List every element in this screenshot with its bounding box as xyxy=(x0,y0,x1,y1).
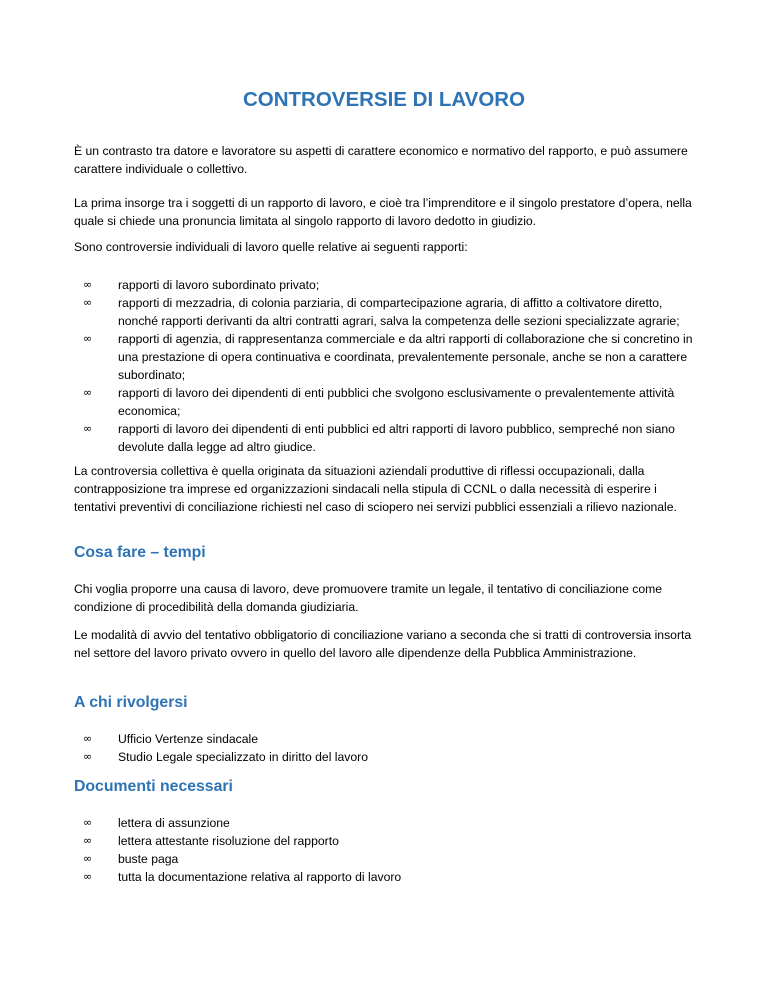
list-item xyxy=(74,330,698,384)
page-title: CONTROVERSIE DI LAVORO xyxy=(242,88,526,111)
list-item xyxy=(74,832,698,850)
infinity-bullet-icon: ∞ xyxy=(83,386,93,399)
infinity-bullet-icon: ∞ xyxy=(83,750,93,763)
list-item-text: tutta la documentazione relativa al rapporto di lavoro xyxy=(118,870,402,884)
list-item-text: rapporti di lavoro subordinato privato; xyxy=(118,278,320,292)
infinity-bullet-icon: ∞ xyxy=(83,422,93,435)
infinity-bullet-icon: ∞ xyxy=(83,816,93,829)
intro-paragraph-2: La prima insorge tra i soggetti di un rapporto di lavoro, e cioè tra l’imprenditore e il singolo prestatore d’opera, nella quale si chiede una pronuncia limitata al singolo rapporto di lavoro dedotto in giudizio. xyxy=(74,196,692,228)
list-item-text: rapporti di agenzia, di rappresentanza commerciale e da altri rapporti di collaborazione che si concretino in una prestazione di opera continuativa e coordinata, prevalentemente personale, anche se non a carattere subordinato; xyxy=(118,332,693,382)
individual-relations-list xyxy=(74,276,698,456)
list-item-text: rapporti di mezzadria, di colonia parziaria, di compartecipazione agraria, di affitto a coltivatore diretto, nonché rapporti derivanti da altri contratti agrari, salva la competenza delle sezioni specializzate agrarie; xyxy=(118,296,680,328)
list-item xyxy=(74,868,698,886)
who-to-contact-list xyxy=(74,730,698,766)
list-item xyxy=(74,420,698,456)
infinity-bullet-icon: ∞ xyxy=(83,296,93,309)
infinity-bullet-icon: ∞ xyxy=(83,834,93,847)
infinity-bullet-icon: ∞ xyxy=(83,852,93,865)
infinity-bullet-icon: ∞ xyxy=(83,278,93,291)
list-item-text: Ufficio Vertenze sindacale xyxy=(118,732,259,746)
list-item xyxy=(74,294,698,330)
list-item-text: lettera attestante risoluzione del rapporto xyxy=(118,834,339,848)
list-item-text: rapporti di lavoro dei dipendenti di enti pubblici che svolgono esclusivamente o prevalentemente attività economica; xyxy=(118,386,675,418)
list-item xyxy=(74,276,698,294)
list-item-text: Studio Legale specializzato in diritto del lavoro xyxy=(118,750,368,764)
section-heading-documents: Documenti necessari xyxy=(74,778,233,795)
infinity-bullet-icon: ∞ xyxy=(83,732,93,745)
what-to-do-paragraph-2: Le modalità di avvio del tentativo obbligatorio di conciliazione variano a seconda che si tratti di controversia insorta nel settore del lavoro privato ovvero in quello del lavoro alle dipendenze della Pubblica Amministrazione. xyxy=(74,628,692,660)
section-heading-what-to-do: Cosa fare – tempi xyxy=(74,544,206,561)
what-to-do-paragraph-1: Chi voglia proporre una causa di lavoro, deve promuovere tramite un legale, il tentativo di conciliazione come condizione di procedibilità della domanda giudiziaria. xyxy=(74,582,663,614)
list-item xyxy=(74,850,698,868)
list-item-text: rapporti di lavoro dei dipendenti di enti pubblici ed altri rapporti di lavoro pubblico, sempreché non siano devolute dalla legge ad altro giudice. xyxy=(118,422,675,454)
list-item-text: lettera di assunzione xyxy=(118,816,230,830)
section-heading-who-to-contact: A chi rivolgersi xyxy=(74,694,188,711)
list-item xyxy=(74,748,698,766)
infinity-bullet-icon: ∞ xyxy=(83,870,93,883)
intro-paragraph-1: È un contrasto tra datore e lavoratore su aspetti di carattere economico e normativo del rapporto, e può assumere carattere individuale o collettivo. xyxy=(74,144,688,176)
documents-list xyxy=(74,814,698,886)
list-item xyxy=(74,814,698,832)
infinity-bullet-icon: ∞ xyxy=(83,332,93,345)
collective-paragraph: La controversia collettiva è quella originata da situazioni aziendali produttive di riflessi occupazionali, dalla contrapposizione tra imprese ed organizzazioni sindacali nella stipula di CCNL o dalla necessità di esperire i tentativi preventivi di conciliazione richiesti nel caso di sciopero nei servizi pubblici essenziali a rilievo nazionale. xyxy=(74,464,677,514)
list-item xyxy=(74,384,698,420)
list-item-text: buste paga xyxy=(118,852,179,866)
intro-paragraph-3: Sono controversie individuali di lavoro quelle relative ai seguenti rapporti: xyxy=(74,240,468,254)
list-item xyxy=(74,730,698,748)
